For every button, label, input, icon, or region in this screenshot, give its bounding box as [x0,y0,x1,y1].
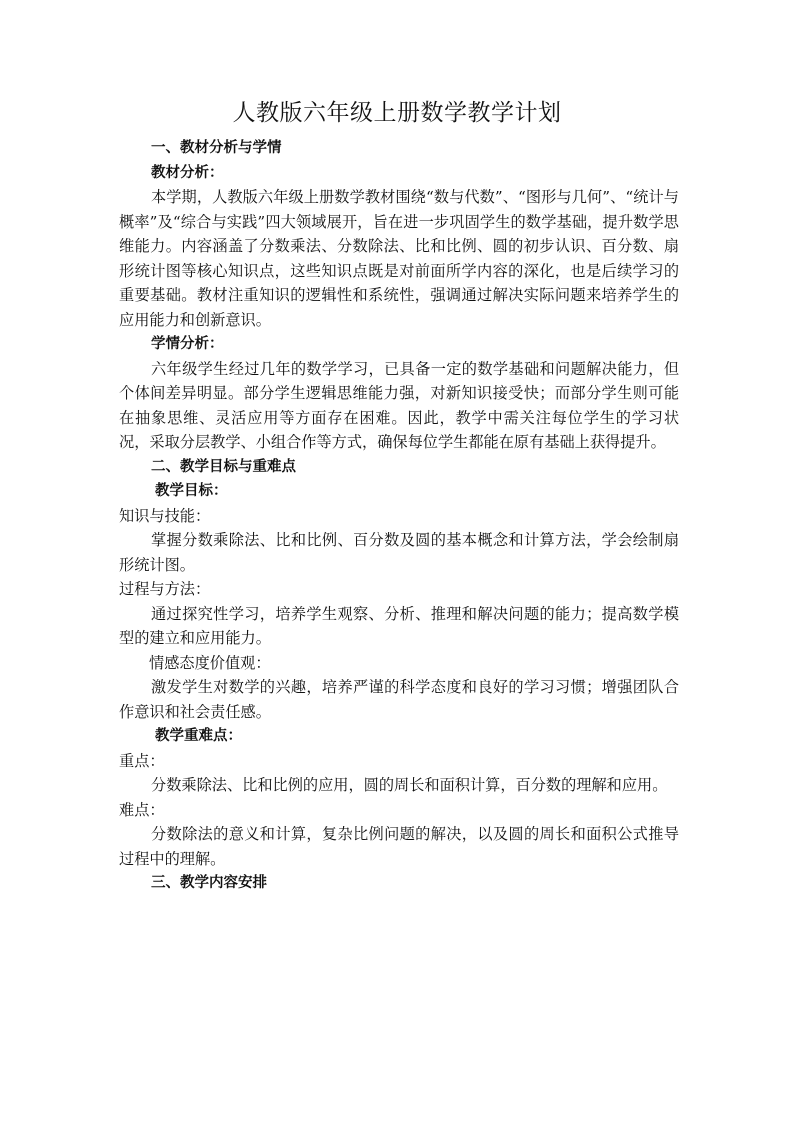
section-heading-goals: 二、教学目标与重难点 [151,458,296,475]
subheading-textbook-analysis: 教材分析： [151,164,224,181]
label-difficulty: 难点： [119,800,165,819]
paragraph-student-analysis: 六年级学生经过几年的数学学习，已具备一定的数学基础和问题解决能力，但个体间差异明显。部分学生逻辑思维能力强，对新知识接受快；而部分学生则可能在抽象思维、灵活应用等方面存在困难。因此，教学中需关注每位学生的学习状况，采取分层教学、小组合作等方式，确保每位学生都能在原有基础上获得提升。 [119,359,679,451]
document-body [119,136,679,896]
label-focus: 重点： [119,751,165,770]
subheading-teaching-goals: 教学目标： [155,483,228,499]
paragraph-focus: 分数乘除法、比和比例的应用，圆的周长和面积计算，百分数的理解和应用。 [151,776,668,794]
subheading-student-analysis: 学情分析： [151,336,224,352]
paragraph-difficulty: 分数除法的意义和计算，复杂比例问题的解决，以及圆的周长和面积公式推导过程中的理解。 [119,825,679,868]
label-emotion-values: 情感态度价值观： [149,653,271,672]
page-title: 人教版六年级上册数学教学计划 [232,100,562,126]
paragraph-knowledge-skills: 掌握分数乘除法、比和比例、百分数及圆的基本概念和计算方法，学会绘制扇形统计图。 [119,531,679,574]
label-process-methods: 过程与方法： [119,580,211,598]
paragraph-textbook-analysis: 本学期，人教版六年级上册数学教材围绕“数与代数”、“图形与几何”、“统计与概率”及“综合与实践”四大领域展开，旨在进一步巩固学生的数学基础，提升数学思维能力。内容涵盖了分数乘法、分数除法、比和比例、圆的初步认识、百分数、扇形统计图等核心知识点，这些知识点既是对前面所学内容的深化，也是后续学习的重要基础。教材注重知识的逻辑性和系统性，强调通过解决实际问题来培养学生的应用能力和创新意识。 [119,188,679,329]
section-heading-analysis: 一、教材分析与学情 [151,140,282,156]
label-knowledge-skills: 知识与技能： [119,506,211,525]
paragraph-emotion-values: 激发学生对数学的兴趣，培养严谨的科学态度和良好的学习习惯；增强团队合作意识和社会责任感。 [119,678,679,721]
paragraph-process-methods: 通过探究性学习，培养学生观察、分析、推理和解决问题的能力；提高数学模型的建立和应用能力。 [119,604,679,647]
section-heading-content: 三、教学内容安排 [151,875,267,891]
subheading-key-difficult-points: 教学重难点： [155,728,242,744]
